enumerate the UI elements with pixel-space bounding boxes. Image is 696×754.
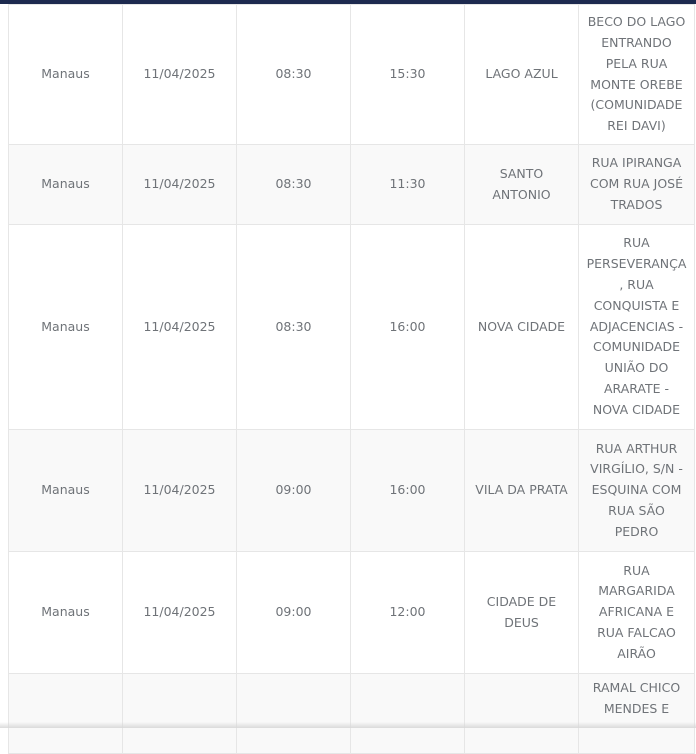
city-cell xyxy=(9,674,123,754)
date-cell: 11/04/2025 xyxy=(123,5,237,145)
date-cell: 11/04/2025 xyxy=(123,430,237,552)
end-time-cell: 15:30 xyxy=(351,5,465,145)
city-cell: Manaus xyxy=(9,225,123,430)
table-row xyxy=(9,145,695,225)
start-time-cell xyxy=(237,674,351,754)
start-time-cell: 08:30 xyxy=(237,5,351,145)
neighborhood-cell: NOVA CIDADE xyxy=(465,225,579,430)
date-cell: 11/04/2025 xyxy=(123,145,237,225)
end-time-cell: 11:30 xyxy=(351,145,465,225)
neighborhood-cell: CIDADE DE DEUS xyxy=(465,552,579,674)
address-cell: RUA PERSEVERANÇA , RUA CONQUISTA E ADJACENCIAS - COMUNIDADE UNIÃO DO ARARATE - NOVA CIDADE xyxy=(579,225,695,430)
end-time-cell xyxy=(351,674,465,754)
start-time-cell: 08:30 xyxy=(237,225,351,430)
date-cell: 11/04/2025 xyxy=(123,552,237,674)
date-cell xyxy=(123,674,237,754)
address-cell: RUA MARGARIDA AFRICANA E RUA FALCAO AIRÃO xyxy=(579,552,695,674)
city-cell: Manaus xyxy=(9,145,123,225)
neighborhood-cell xyxy=(465,674,579,754)
table-row xyxy=(9,225,695,430)
neighborhood-cell: SANTO ANTONIO xyxy=(465,145,579,225)
outage-schedule-table xyxy=(8,4,695,754)
table-row xyxy=(9,552,695,674)
neighborhood-cell: LAGO AZUL xyxy=(465,5,579,145)
scroll-fade xyxy=(0,722,696,728)
table-row xyxy=(9,430,695,552)
city-cell: Manaus xyxy=(9,552,123,674)
city-cell: Manaus xyxy=(9,430,123,552)
date-cell: 11/04/2025 xyxy=(123,225,237,430)
address-cell: BECO DO LAGO ENTRANDO PELA RUA MONTE OREBE (COMUNIDADE REI DAVI) xyxy=(579,5,695,145)
table-row xyxy=(9,674,695,754)
address-cell: RUA ARTHUR VIRGÍLIO, S/N - ESQUINA COM RUA SÃO PEDRO xyxy=(579,430,695,552)
neighborhood-cell: VILA DA PRATA xyxy=(465,430,579,552)
start-time-cell: 09:00 xyxy=(237,552,351,674)
end-time-cell: 16:00 xyxy=(351,225,465,430)
address-cell: RAMAL CHICO MENDES E xyxy=(579,674,695,754)
start-time-cell: 08:30 xyxy=(237,145,351,225)
table-row xyxy=(9,5,695,145)
end-time-cell: 16:00 xyxy=(351,430,465,552)
city-cell: Manaus xyxy=(9,5,123,145)
end-time-cell: 12:00 xyxy=(351,552,465,674)
start-time-cell: 09:00 xyxy=(237,430,351,552)
address-cell: RUA IPIRANGA COM RUA JOSÉ TRADOS xyxy=(579,145,695,225)
